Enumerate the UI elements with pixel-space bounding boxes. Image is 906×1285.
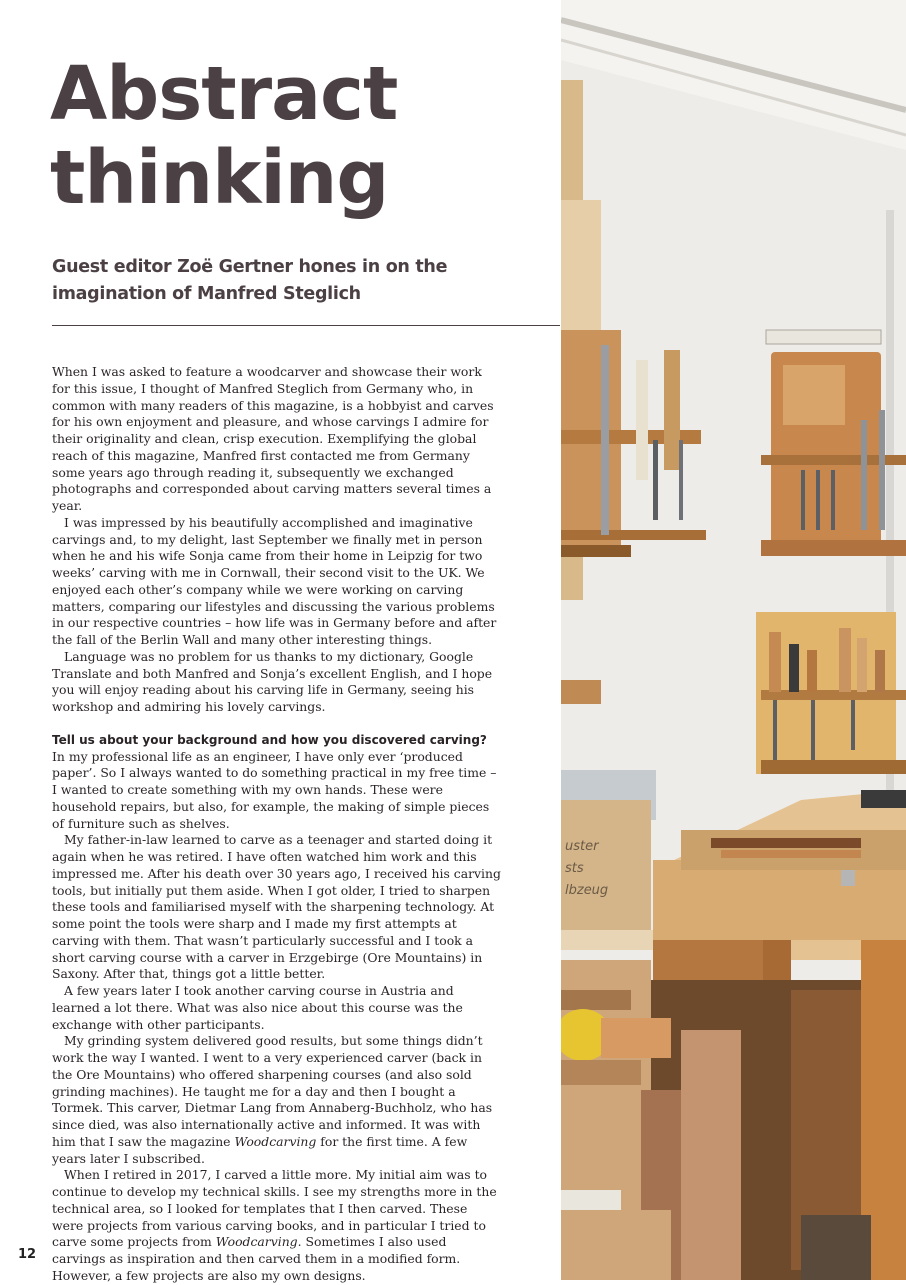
- answer-paragraph: A few years later I took another carving course in Austria and learned a lot there. What was also nice about this course was the exchange with other participants.: [52, 983, 463, 1032]
- intro-paragraph: When I was asked to feature a woodcarver and showcase their work for this issue, I thought of Manfred Steglich from Germany who, in common with many readers of this magazine, is a hobbyist and carves for his own enjoyment and pleasure, and whose carvings I admire for their originality and clean, crisp execution. Exemplifying the global reach of this magazine, Manfred first contacted me from Germany some years ago through reading it, subsequently we exchanged photographs and corresponded about carving matters several times a year.: [52, 364, 494, 513]
- box-label: sts: [565, 861, 584, 876]
- magazine-name: Woodcarving: [215, 1234, 298, 1250]
- workshop-photo: [561, 0, 906, 1280]
- article-subtitle: Guest editor Zoë Gertner hones in on the imagination of Manfred Steglich: [52, 257, 448, 304]
- answer-paragraph: [52, 1167, 502, 1284]
- article-title: [50, 52, 550, 220]
- workshop-illustration: [561, 0, 906, 1280]
- interview-question: Tell us about your background and how you discovered carving?: [52, 732, 487, 747]
- box-label: uster: [565, 839, 599, 854]
- intro-paragraph: Language was no problem for us thanks to my dictionary, Google Translate and both Manfred and Sonja’s excellent English, and I hope you will enjoy reading about his carving life in Germany, seeing his workshop and admiring his lovely carvings.: [52, 648, 493, 714]
- intro-paragraph: I was impressed by his beautifully accomplished and imaginative carvings and, to my delight, last September we finally met in person when he and his wife Sonja came from their home in Leipzig for two weeks’ carving with me in Cornwall, their second visit to the UK. We enjoyed each other’s company while we were working on carving matters, comparing our lifestyles and discussing the various problems in our respective countries – how life was in Germany before and after the fall of the Berlin Wall and many other interesting things.: [52, 514, 497, 647]
- header-divider: [52, 325, 560, 326]
- answer-text: . Sometimes I also used carvings as inspiration and then carved them in a modified form. However, a few projects are also my own designs.: [52, 1234, 461, 1283]
- article-body: [52, 364, 502, 1285]
- answer-text: When I retired in 2017, I carved a little more. My initial aim was to continue to develop my technical skills. I see my strengths more in the technical area, so I looked for templates that I then carved. These were projects from various carving books, and in particular I tried to carve some projects from: [52, 1167, 497, 1250]
- answer-paragraph: My father-in-law learned to carve as a teenager and started doing it again when he was retired. I have often watched him work and this impressed me. After his death over 30 years ago, I received his carving tools, but initially put them aside. When I got older, I tried to sharpen these tools and familiarised myself with the sharpening technology. At some point the tools were sharp and I made my first attempts at carving with them. That wasn’t particularly successful and I took a short carving course with a carver in Erzgebirge (Ore Mountains) in Saxony. After that, things got a little better.: [52, 832, 501, 982]
- title-line-2: thinking: [50, 135, 389, 221]
- answer-text: for the first time. A few years later I subscribed.: [52, 1133, 468, 1166]
- title-line-1: Abstract: [50, 51, 398, 137]
- answer-paragraph: [52, 1033, 502, 1167]
- box-label: lbzeug: [565, 883, 609, 898]
- magazine-name: Woodcarving: [234, 1133, 317, 1149]
- answer-paragraph: In my professional life as an engineer, I have only ever ‘produced paper’. So I always wanted to do something practical in my free time – I wanted to create something with my own hands. These were household repairs, but also, for example, the making of simple pieces of furniture such as shelves.: [52, 748, 497, 831]
- answer-text: My grinding system delivered good results, but some things didn’t work the way I wanted. I went to a very experienced carver (back in the Ore Mountains) who offered sharpening courses (and also sold grinding machines). He taught me for a day and then I bought a Tormek. This carver, Dietmar Lang from Annaberg-Buchholz, who has since died, was also internationally active and informed. It was with him that I saw the magazine: [52, 1033, 493, 1149]
- page-number: 12: [18, 1247, 37, 1262]
